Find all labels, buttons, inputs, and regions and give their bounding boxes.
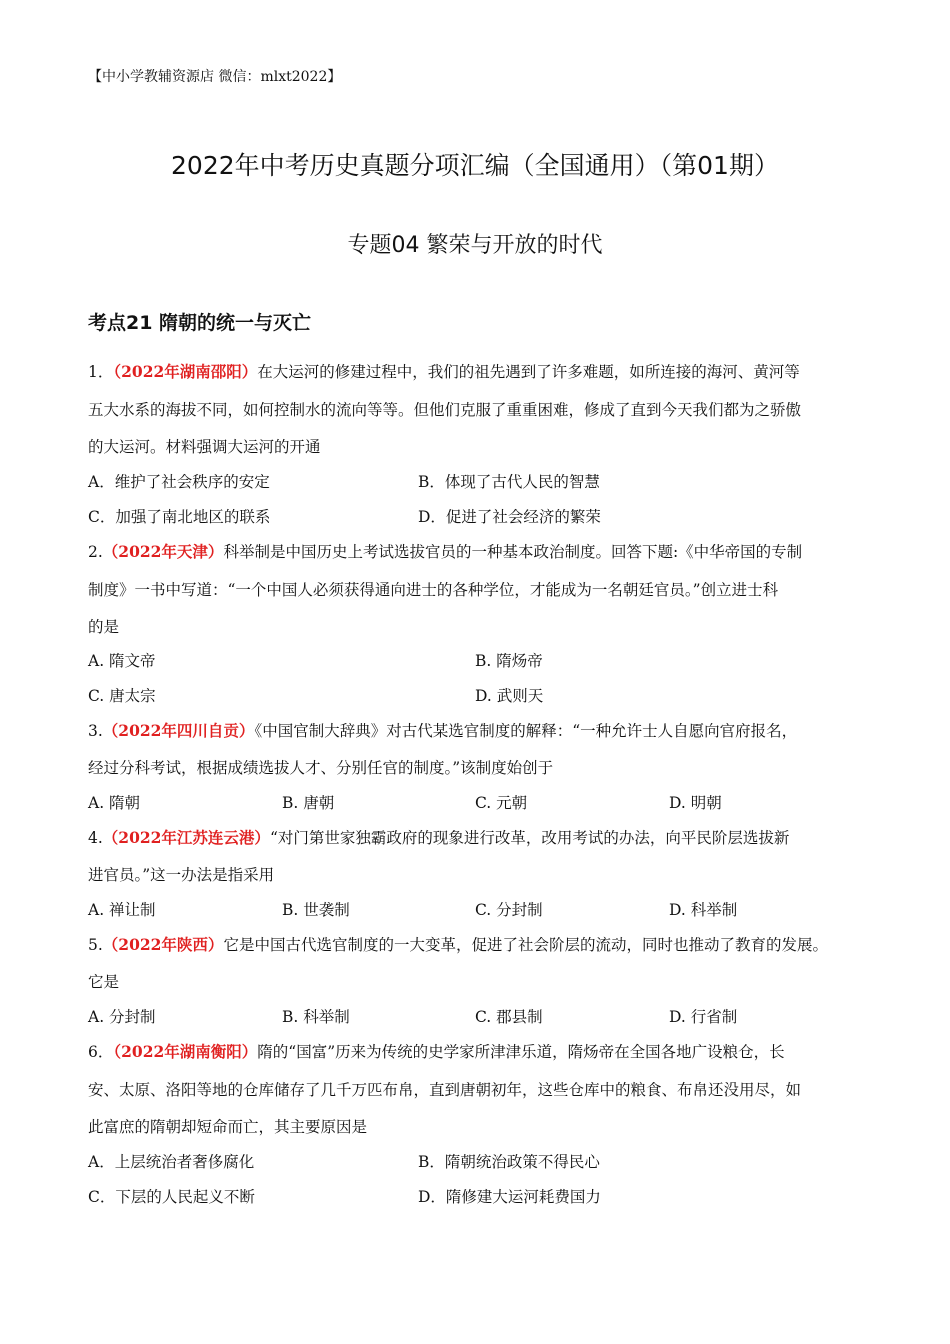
question-1-option-a: A．维护了社会秩序的安定: [88, 473, 270, 491]
question-2-line-1: [88, 540, 802, 562]
question-2-line-3: 的是: [88, 618, 120, 636]
question-1-line-1: [88, 360, 800, 382]
question-1-option-b: B．体现了古代人民的智慧: [418, 473, 600, 491]
question-number: 1．: [88, 363, 114, 381]
question-4-option-c: C. 分封制: [475, 901, 543, 919]
question-2-option-b: B. 隋炀帝: [475, 652, 543, 670]
question-3-option-a: A. 隋朝: [88, 794, 141, 812]
question-number: 4.: [88, 829, 103, 847]
question-number: 2.: [88, 543, 103, 561]
question-3-option-b: B. 唐朝: [282, 794, 335, 812]
question-source: （2022年湖南邵阳）: [113, 362, 258, 381]
question-source: （2022年江苏连云港）: [102, 828, 270, 847]
question-1-line-3: 的大运河。材料强调大运河的开通: [88, 438, 321, 456]
question-6-line-2: 安、太原、洛阳等地的仓库储存了几千万匹布帛，直到唐朝初年，这些仓库中的粮食、布帛还没用尽，如: [88, 1081, 802, 1099]
question-4-option-b: B. 世袭制: [282, 901, 350, 919]
question-4-line-1: [88, 826, 789, 848]
question-5-line-2: 它是: [88, 973, 120, 991]
question-text: “对门第世家独霸政府的现象进行改革，改用考试的办法，向平民阶层选拔新: [269, 829, 790, 847]
question-source: （2022年陕西）: [102, 935, 224, 954]
question-1-option-d: D．促进了社会经济的繁荣: [418, 508, 601, 526]
question-5-option-c: C. 郡县制: [475, 1008, 543, 1026]
question-5-option-d: D. 行省制: [669, 1008, 738, 1026]
question-5-line-1: [88, 933, 828, 955]
page-subtitle: 专题04 繁荣与开放的时代: [347, 233, 603, 258]
question-2-option-d: D. 武则天: [475, 687, 544, 705]
question-source: （2022年天津）: [102, 542, 224, 561]
page-title: 2022年中考历史真题分项汇编（全国通用）（第01期）: [171, 151, 779, 180]
header-note: 【中小学教辅资源店 微信：mlxt2022】: [88, 69, 342, 85]
question-text: 科举制是中国历史上考试选拔官员的一种基本政治制度。回答下题:《中华帝国的专制: [223, 543, 803, 561]
question-text: 在大运河的修建过程中，我们的祖先遇到了许多难题，如所连接的海河、黄河等: [257, 363, 800, 381]
question-source: （2022年湖南衡阳）: [113, 1042, 258, 1061]
section-heading: 考点21 隋朝的统一与灭亡: [88, 312, 312, 334]
question-text: 它是中国古代选官制度的一大变革，促进了社会阶层的流动，同时也推动了教育的发展。: [223, 936, 828, 954]
question-text: 《中国官制大辞典》对古代某选官制度的解释：“一种允许士人自愿向官府报名，: [254, 722, 798, 740]
question-6-option-b: B．隋朝统治政策不得民心: [418, 1153, 600, 1171]
question-4-option-a: A. 禅让制: [88, 901, 156, 919]
question-number: 5.: [88, 936, 103, 954]
question-3-option-c: C. 元朝: [475, 794, 528, 812]
question-6-option-a: A．上层统治者奢侈腐化: [88, 1153, 255, 1171]
question-source: （2022年四川自贡）: [102, 721, 255, 740]
question-number: 6．: [88, 1043, 114, 1061]
question-3-line-2: 经过分科考试，根据成绩选拔人才、分别任官的制度。”该制度始创于: [88, 759, 554, 777]
question-2-option-c: C. 唐太宗: [88, 687, 156, 705]
question-1-option-c: C．加强了南北地区的联系: [88, 508, 271, 526]
question-3-option-d: D. 明朝: [669, 794, 722, 812]
question-1-line-2: 五大水系的海拔不同，如何控制水的流向等等。但他们克服了重重困难，修成了直到今天我们都为之骄傲: [88, 401, 802, 419]
question-number: 3.: [88, 722, 103, 740]
question-text: 隋的“国富”历来为传统的史学家所津津乐道，隋炀帝在全国各地广设粮仓，长: [257, 1043, 785, 1061]
question-6-line-3: 此富庶的隋朝却短命而亡，其主要原因是: [88, 1118, 368, 1136]
question-6-option-c: C．下层的人民起义不断: [88, 1188, 255, 1206]
question-6-line-1: [88, 1040, 785, 1062]
question-6-option-d: D．隋修建大运河耗费国力: [418, 1188, 601, 1206]
question-5-option-b: B. 科举制: [282, 1008, 350, 1026]
question-4-option-d: D. 科举制: [669, 901, 738, 919]
question-4-line-2: 进官员。”这一办法是指采用: [88, 866, 275, 884]
question-2-line-2: 制度》一书中写道：“一个中国人必须获得通向进士的各种学位，才能成为一名朝廷官员。”创立进士科: [88, 581, 779, 599]
question-2-option-a: A. 隋文帝: [88, 652, 156, 670]
question-3-line-1: [88, 719, 797, 741]
question-5-option-a: A. 分封制: [88, 1008, 156, 1026]
